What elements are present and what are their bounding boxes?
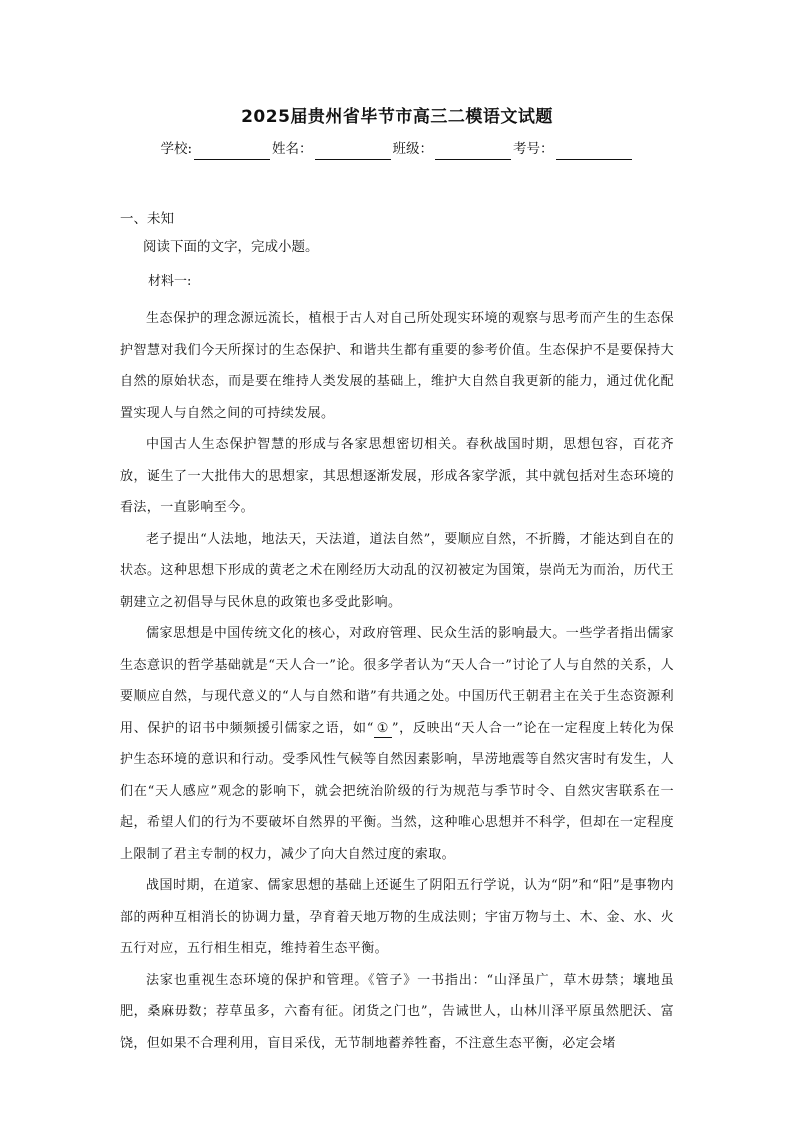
name-field: [272, 138, 393, 160]
fill-blank-1: ①: [374, 721, 392, 738]
school-label: 学校:: [160, 141, 193, 157]
reading-instruction: 阅读下面的文字，完成小题。: [143, 239, 319, 255]
exam-title: 2025届贵州省毕节市高三二模语文试题: [241, 107, 553, 127]
paragraph-5: 战国时期，在道家、儒家思想的基础上还诞生了阴阳五行学说，认为“阴”和“阳”是事物内部的两种互相消长的协调力量，孕育着天地万物的生成法则；宇宙万物与土、木、金、水、火五行对应，五行相生相克，维持着生态平衡。: [120, 878, 674, 956]
paragraph-4: [120, 618, 674, 870]
material-label: 材料一:: [148, 274, 192, 289]
paragraph-6: 法家也重视生态环境的保护和管理。《管子》一书指出：“山泽虽广，草木毋禁；壤地虽肥，桑麻毋数；荐草虽多，六畜有征。闭货之门也”，告诫世人，山林川泽平原虽然肥沃、富饶，但如果不合理利用，盲目采伐，无节制地蓄养牲畜，不注意生态平衡，必定会堵: [120, 972, 674, 1051]
paragraph-3: 老子提出“人法地，地法天，天法道，道法自然”，要顺应自然，不折腾，才能达到自在的状态。这种思想下形成的黄老之术在刚经历大动乱的汉初被定为国策，崇尚无为而治，历代王朝建立之初倡导与民休息的政策也多受此影响。: [120, 531, 674, 610]
paragraph-4-part-2: ”，反映出“天人合一”论在一定程度上转化为保护生态环境的意识和行动。受季风性气候等自然因素影响，旱涝地震等自然灾害时有发生，人们在“天人感应”观念的影响下，就会把统治阶级的行为规范与季节时令、自然灾害联系在一起，希望人们的行为不要破坏自然界的平衡。当然，这种唯心思想并不科学，但却在一定程度上限制了君主专制的权力，减少了向大自然过度的索取。: [120, 720, 674, 862]
student-info-row: [120, 138, 674, 160]
class-field: [393, 138, 514, 160]
number-blank: [556, 144, 632, 160]
paragraph-2: 中国古人生态保护智慧的形成与各家思想密切相关。春秋战国时期，思想包容，百花齐放，诞生了一大批伟大的思想家，其思想逐渐发展，形成各家学派，其中就包括对生态环境的看法，一直影响至今。: [120, 437, 674, 515]
school-field: [160, 138, 272, 160]
class-blank: [435, 144, 511, 160]
school-blank: [194, 144, 270, 160]
section-heading: 一、未知: [120, 211, 174, 227]
name-label: 姓名：: [272, 141, 313, 157]
number-field: [513, 138, 634, 160]
paragraph-1: 生态保护的理念源远流长，植根于古人对自己所处现实环境的观察与思考而产生的生态保护智慧对我们今天所探讨的生态保护、和谐共生都有重要的参考价值。生态保护不是要保持大自然的原始状态，而是要在维持人类发展的基础上，维护大自然自我更新的能力，通过优化配置实现人与自然之间的可持续发展。: [120, 311, 674, 421]
paragraph-4-part-1: 儒家思想是中国传统文化的核心，对政府管理、民众生活的影响最大。一些学者指出儒家生态意识的哲学基础就是“天人合一”论。很多学者认为“天人合一”讨论了人与自然的关系，人要顺应自然，与现代意义的“人与自然和谐”有共通之处。中国历代王朝君主在关于生态资源利用、保护的诏书中频频援引儒家之语，如“: [120, 626, 674, 736]
name-blank: [315, 144, 391, 160]
material-text: [120, 303, 674, 1059]
number-label: 考号：: [513, 141, 554, 157]
class-label: 班级：: [392, 141, 434, 157]
